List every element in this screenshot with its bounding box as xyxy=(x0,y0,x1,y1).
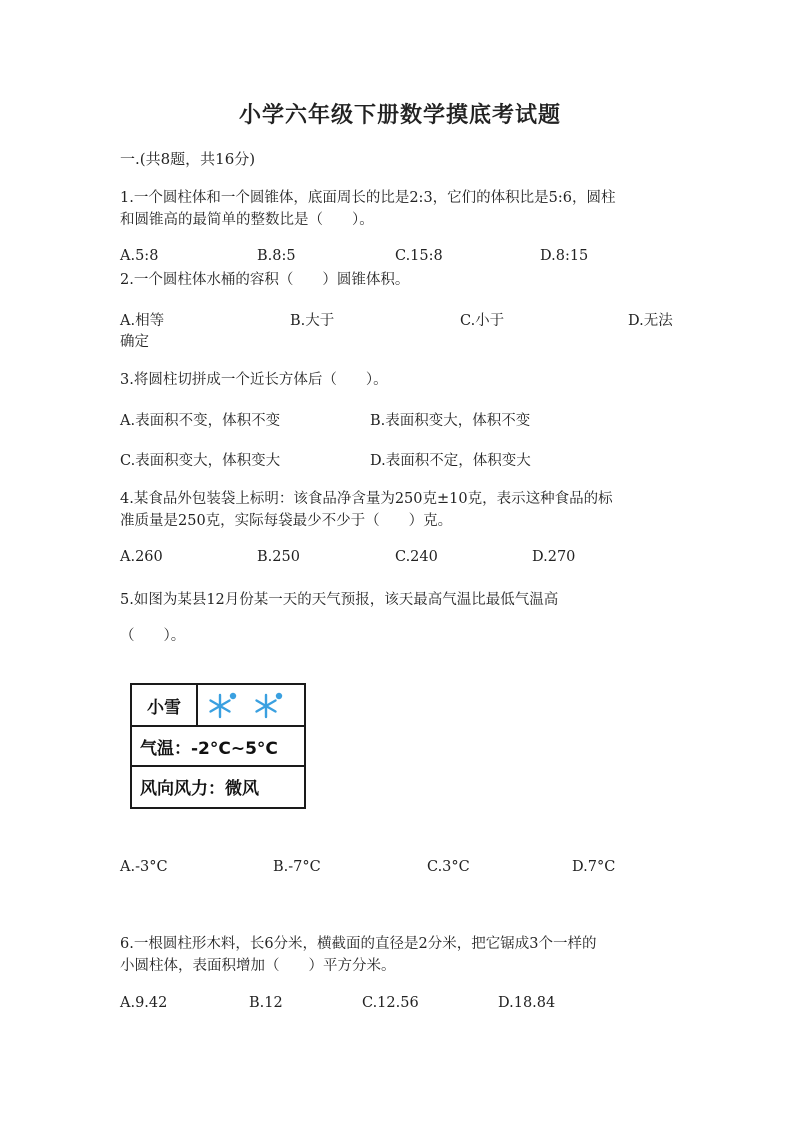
question-3-line-1: 3.将圆柱切拼成一个近长方体后（ ）。 xyxy=(120,372,388,388)
question-4-line-2: 准质量是250克，实际每袋最少不少于（ ）克。 xyxy=(120,513,453,529)
question-2-option-a: A.相等 xyxy=(120,313,165,329)
question-4-option-b: B.250 xyxy=(257,549,300,565)
weather-temperature: 气温：-2°C~5°C xyxy=(140,738,278,759)
question-2-option-c: C.小于 xyxy=(460,313,505,329)
weather-forecast-figure xyxy=(130,683,306,809)
question-1-option-a: A.5:8 xyxy=(120,248,159,264)
question-1-option-d: D.8:15 xyxy=(540,248,589,264)
question-5-option-b: B.-7°C xyxy=(273,859,321,875)
question-5-option-a: A.-3°C xyxy=(120,859,168,875)
snowflake-icon xyxy=(206,691,238,721)
question-4-option-c: C.240 xyxy=(395,549,438,565)
question-6-line-1: 6.一根圆柱形木料，长6分米，横截面的直径是2分米，把它锯成3个一样的 xyxy=(120,936,597,952)
question-2-option-d-wrap: 确定 xyxy=(120,334,149,350)
question-1-option-c: C.15:8 xyxy=(395,248,443,264)
question-6-line-2: 小圆柱体，表面积增加（ ）平方分米。 xyxy=(120,958,396,974)
question-1-line-2: 和圆锥高的最简单的整数比是（ ）。 xyxy=(120,212,374,228)
question-2-option-d: D.无法 xyxy=(628,313,673,329)
question-3-option-a: A.表面积不变，体积不变 xyxy=(120,413,281,429)
weather-condition-row xyxy=(132,685,304,727)
question-4-line-1: 4.某食品外包装袋上标明：该食品净含量为250克±10克，表示这种食品的标 xyxy=(120,491,613,507)
weather-wind-row xyxy=(132,767,304,806)
question-5-option-d: D.7°C xyxy=(572,859,616,875)
weather-condition-label: 小雪 xyxy=(132,685,198,725)
section-heading: 一.(共8题，共16分) xyxy=(120,150,256,168)
question-1-option-b: B.8:5 xyxy=(257,248,296,264)
question-4-option-a: A.260 xyxy=(120,549,163,565)
page-title: 小学六年级下册数学摸底考试题 xyxy=(238,102,561,128)
question-5-line-2: （ ）。 xyxy=(120,628,186,644)
question-5-option-c: C.3°C xyxy=(427,859,470,875)
question-5-line-1: 5.如图为某县12月份某一天的天气预报，该天最高气温比最低气温高 xyxy=(120,592,559,608)
question-4-option-d: D.270 xyxy=(532,549,576,565)
question-1-line-1: 1.一个圆柱体和一个圆锥体，底面周长的比是2:3，它们的体积比是5:6，圆柱 xyxy=(120,190,616,206)
question-6-option-a: A.9.42 xyxy=(120,995,168,1011)
question-3-option-d: D.表面积不定，体积变大 xyxy=(370,453,531,469)
question-6-option-c: C.12.56 xyxy=(362,995,419,1011)
snowflake-icon xyxy=(252,691,284,721)
question-2-line-1: 2.一个圆柱体水桶的容积（ ）圆锥体积。 xyxy=(120,272,410,288)
question-6-option-b: B.12 xyxy=(249,995,283,1011)
question-2-option-b: B.大于 xyxy=(290,313,335,329)
weather-wind: 风向风力：微风 xyxy=(140,779,259,799)
question-3-option-c: C.表面积变大，体积变大 xyxy=(120,453,281,469)
question-6-option-d: D.18.84 xyxy=(498,995,556,1011)
weather-temperature-row xyxy=(132,727,304,767)
question-3-option-b: B.表面积变大，体积不变 xyxy=(370,413,531,429)
